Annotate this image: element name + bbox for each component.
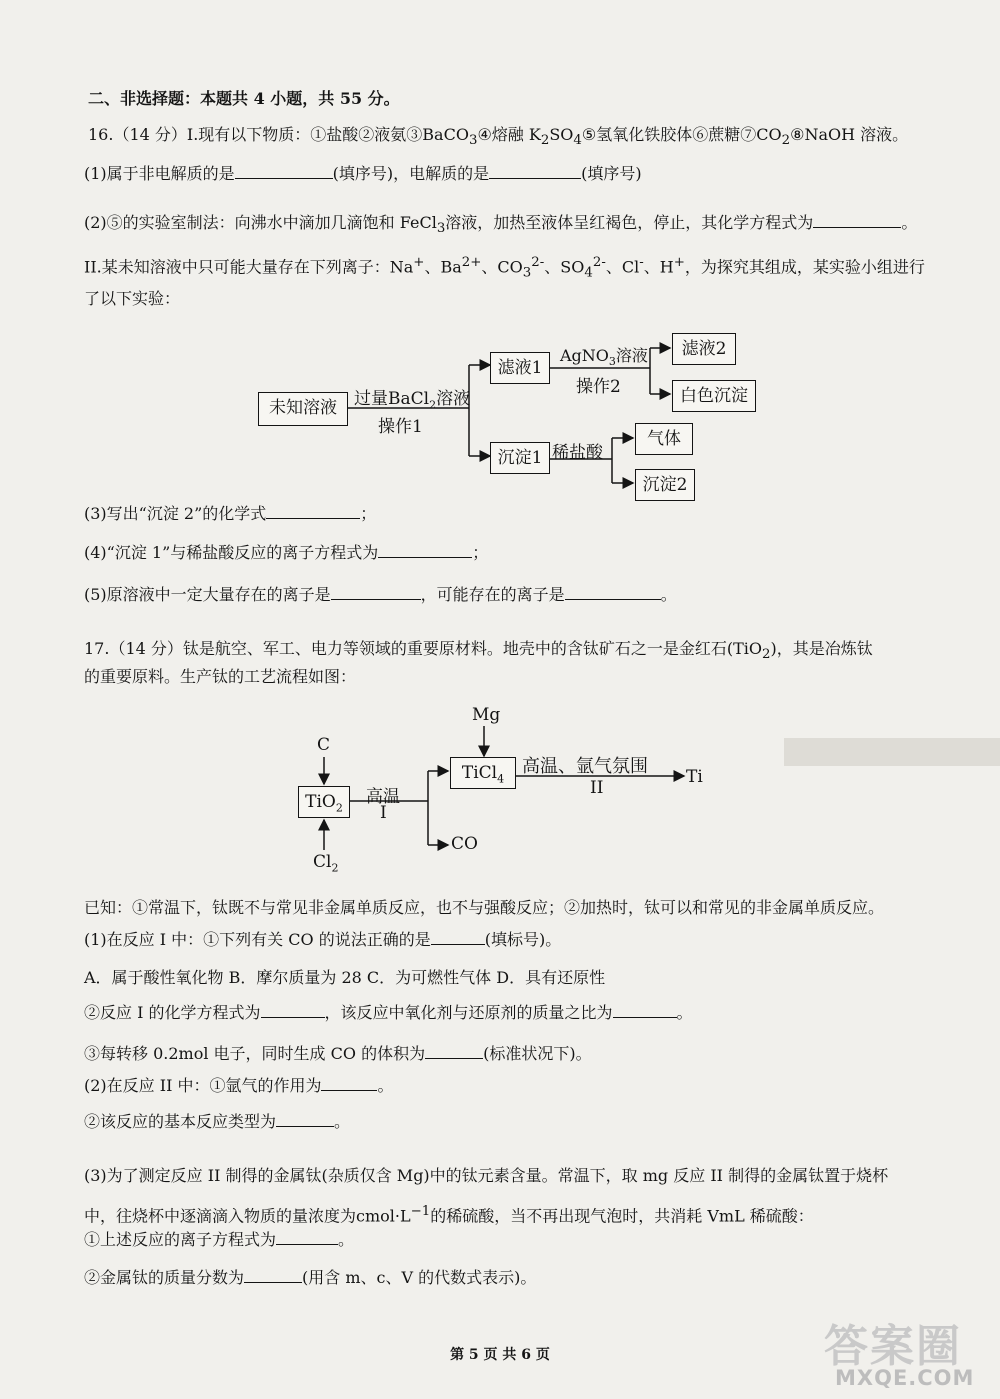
label-op1: 操作1 bbox=[378, 417, 423, 437]
label-titanium: Ti bbox=[686, 767, 703, 787]
q16-part5: (5)原溶液中一定大量存在的离子是 ，可能存在的离子是 。 bbox=[84, 585, 677, 604]
label-reaction-2: II bbox=[590, 778, 604, 798]
q17-intro1: 17.（14 分）钛是航空、军工、电力等领域的重要原材料。地壳中的含钛矿石之一是金红石(TiO$_2$)，其是冶炼钛 bbox=[84, 639, 873, 663]
q16-intro: 16.（14 分）I.现有以下物质：①盐酸②液氨③BaCO$_3$④熔融 $K_2SO_4⑤$氢氧化铁胶体⑥蔗糖$⑦CO_2⑧NaOH$ 溶液。 bbox=[88, 125, 909, 149]
q17-intro2: 的重要原料。生产钛的工艺流程如图： bbox=[84, 667, 357, 686]
label-reaction-1: I bbox=[380, 803, 387, 823]
q17-part2-1: (2)在反应 II 中：①氩气的作用为 。 bbox=[84, 1076, 394, 1095]
box-filtrate2: 滤液2 bbox=[672, 333, 736, 365]
q17-part1: (1)在反应 I 中：①下列有关 CO 的说法正确的是 (填标号)。 bbox=[84, 930, 562, 949]
answer-blank[interactable] bbox=[261, 1003, 325, 1018]
q17-part3-4: ②金属钛的质量分数为 (用含 m、c、V 的代数式表示)。 bbox=[84, 1268, 537, 1287]
label-op2: 操作2 bbox=[576, 377, 621, 397]
answer-blank[interactable] bbox=[276, 1230, 338, 1245]
page-number: 第 5 页 共 6 页 bbox=[450, 1347, 550, 1363]
q16-ii-intro2: 了以下实验： bbox=[84, 289, 181, 308]
label-high-temp: 高温 bbox=[366, 787, 400, 807]
q17-known: 已知：①常温下，钛既不与常见非金属单质反应，也不与强酸反应；②加热时，钛可以和常见的非金属单质反应。 bbox=[84, 898, 885, 917]
label-reaction-2-condition: 高温、氩气氛围 bbox=[522, 756, 648, 777]
q16-part3: (3)写出“沉淀 2”的化学式 ； bbox=[84, 504, 377, 523]
q17-part3-3: ①上述反应的离子方程式为 。 bbox=[84, 1230, 355, 1249]
answer-blank[interactable] bbox=[425, 1044, 483, 1059]
q17-part1-3: ③每转移 0.2mol 电子，同时生成 CO 的体积为 (标准状况下)。 bbox=[84, 1044, 592, 1063]
box-white-precipitate: 白色沉淀 bbox=[672, 380, 756, 412]
watermark-logo: 答案圈 bbox=[824, 1321, 962, 1372]
label-reagent2: AgNO$_3$溶液 bbox=[560, 346, 648, 369]
box-precipitate2: 沉淀2 bbox=[635, 469, 695, 501]
q16-part1: (1)属于非电解质的是 (填序号)，电解质的是 (填序号) bbox=[84, 164, 642, 183]
label-mg: Mg bbox=[472, 705, 501, 725]
answer-blank[interactable] bbox=[244, 1268, 302, 1283]
box-precipitate1: 沉淀1 bbox=[490, 442, 550, 474]
answer-blank[interactable] bbox=[431, 930, 485, 945]
section-title: 二、非选择题：本题共 4 小题，共 55 分。 bbox=[88, 89, 400, 108]
answer-blank[interactable] bbox=[321, 1076, 377, 1091]
q17-options: A．属于酸性氧化物 B．摩尔质量为 28 C．为可燃性气体 D．具有还原性 bbox=[84, 968, 606, 987]
q17-part1-2: ②反应 I 的化学方程式为 ，该反应中氧化剂与还原剂的质量之比为 。 bbox=[84, 1003, 693, 1022]
answer-blank[interactable] bbox=[276, 1112, 334, 1127]
box-tio2: TiO$_2$ bbox=[298, 786, 350, 818]
label-reagent1: 过量BaCl$_2$溶液 bbox=[354, 389, 471, 412]
q16-part2: (2)⑤的实验室制法：向沸水中滴加几滴饱和 FeCl$_3$溶液，加热至液体呈红褐色，停止，其化学方程式为 。 bbox=[84, 213, 918, 237]
watermark-url: MXQE.COM bbox=[835, 1366, 975, 1390]
label-co: CO bbox=[451, 834, 478, 854]
q17-part2-2: ②该反应的基本反应类型为 。 bbox=[84, 1112, 351, 1131]
label-carbon: C bbox=[317, 735, 331, 755]
box-unknown-solution: 未知溶液 bbox=[258, 392, 348, 426]
label-chlorine: $Cl_2$ bbox=[313, 852, 339, 875]
box-filtrate1: 滤液1 bbox=[490, 352, 550, 384]
q16-ii-intro: II.某未知溶液中只可能大量存在下列离子：Na+、$Ba^{2+}$、$CO_3^{2-}$、$SO_4^{2-}$、Cl-、H+，为探究其组成，某实验小组进行 bbox=[84, 255, 925, 281]
label-dilute-hcl: 稀盐酸 bbox=[552, 443, 603, 463]
q16-part4: (4)“沉淀 1”与稀盐酸反应的离子方程式为 ； bbox=[84, 543, 489, 562]
box-ticl4: TiCl$_4$ bbox=[450, 757, 516, 789]
box-gas: 气体 bbox=[635, 423, 693, 455]
answer-blank[interactable] bbox=[613, 1003, 677, 1018]
q17-part3-1: (3)为了测定反应 II 制得的金属钛(杂质仅含 Mg)中的钛元素含量。常温下，取 mg 反应 II 制得的金属钛置于烧杯 bbox=[84, 1166, 889, 1185]
q17-part3-2: 中，往烧杯中逐滴滴入物质的量浓度为$cmol\cdot L^{-1}$的稀硫酸，当不再出现气泡时，共消耗 VmL 稀硫酸： bbox=[84, 1204, 814, 1226]
